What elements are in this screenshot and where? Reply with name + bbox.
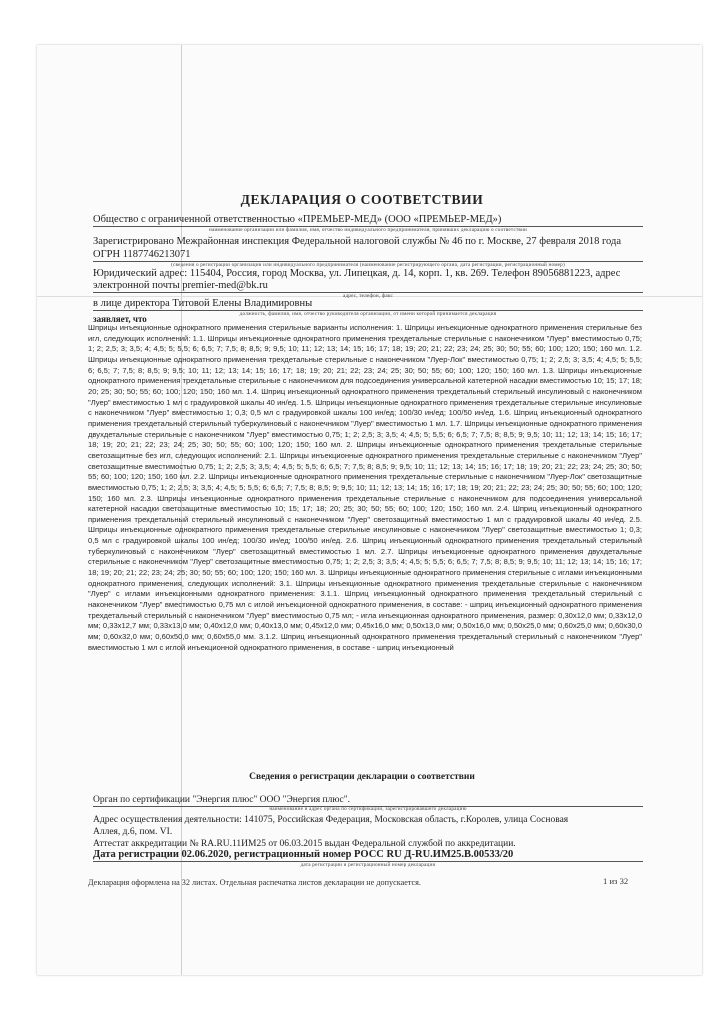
person-caption: должность, фамилия, имя, отчество руководителя организации, от имени которой принимается декларация [239,311,497,317]
certification-organ-caption: наименование и адрес органа по сертификации, зарегистрировавшего декларацию [269,806,467,812]
certification-organ: Орган по сертификации "Энергия плюс" ООО "Энергия плюс". [93,794,643,807]
footer-note: Декларация оформлена на 32 листах. Отдельная распечатка листов декларации не допускается. [88,878,421,887]
organ-address-line-1: Адрес осуществления деятельности: 141075, Российская Федерация, Московская область, г.Королев, улица Сосновая [93,815,569,825]
registration-line-1: Зарегистрировано Межрайонная инспекция Федеральной налоговой службы № 46 по г. Москве, 27 февраля 2018 года [93,236,621,247]
address-caption: адрес, телефон, факс [342,293,394,299]
address-line-1: Юридический адрес: 115404, Россия, город Москва, ул. Липецкая, д. 14, корп. 1, кв. 269. Телефон 89056881223, адрес [93,268,621,279]
declares-label: заявляет, что [93,314,147,324]
accreditation-line: Аттестат аккредитации № RA.RU.11ИМ25 от 06.03.2015 выдан Федеральной службой по аккредитации. [93,839,516,849]
applicant-name-caption: наименование организации или фамилия, имя, отчество индивидуального предпринимателя, принявших декларацию о соответствии [208,227,528,233]
applicant-name: Общество с ограниченной ответственностью «ПРЕМЬЕР-МЕД» (ООО «ПРЕМЬЕР-МЕД») [93,214,643,227]
page-number: 1 из 32 [603,876,629,886]
registration-date-caption: дата регистрации и регистрационный номер декларации [300,862,436,868]
registration-line-2: ОГРН 1187746213071 [93,249,643,262]
products-description [88,323,642,653]
person-line: в лице директора Титовой Елены Владимировны [93,298,643,311]
organ-address-line-2: Аллея, д.6, пом. VI. [93,827,173,837]
registration-date-number: Дата регистрации 02.06.2020, регистрационный номер РОСС RU Д-RU.ИМ25.В.00533/20 [93,849,643,862]
page-title: ДЕКЛАРАЦИЯ О СООТВЕТСТВИИ [240,192,484,207]
registration-caption: (сведения о регистрации организации или индивидуального предпринимателя (наименование регистрирующего органа, дата регистрации, регистрационный номер) [171,262,565,268]
products-text: Шприцы инъекционные однократного применения стерильные варианты исполнения: 1. Шприцы инъекционные однократного применения стерильные без игл, следующих исполнений: 1.1. Шприцы инъекционные однократного применения трехдетальные стерильные с наконечником "Луер" вместимостью 0,75; 1; 2; 2,5; 3; 3,5; 4; 4,5; 5; 5,5; 6; 6,5; 7; 7,5; 8; 8,5; 9; 9,5; 10; 11; 12; 13; 14; 15; 16; 17; 18; 19; 20; 21; 22; 23; 24; 25; 30; 50; 55; 60; 100; 120; 150; 160 мл. 1.2. Шприцы инъекционные однократного применения трехдетальные стерильные с наконечником "Луер-Лок" вместимостью 0,75; 1; 2; 2,5; 3; 3,5; 4; 4,5; 5; 5,5; 6; 6,5; 7; 7,5; 8; 8,5; 9; 9,5; 10; 11; 12; 13; 14; 15; 16; 17; 18; 19; 20; 21; 22; 23; 24; 25; 30; 50; 55; 60; 100; 120; 150; 160 мл. 1.3. Шприцы инъекционные однократного применения трехдетальные стерильные с наконечником для подсоединения универсальной катетерной насадки вместимостью 10; 15; 17; 18; 20; 25; 30; 50; 55; 60; 100; 120; 150; 160 мл. 1.4. Шприц инъекционный однократного применения трехдетальный стерильный инсулиновый с наконечником "Луер" вместимостью 1 мл с градуировкой шкалы 40 ин/ед. 1.5. Шприцы инъекционные однократного применения трехдетальные стерильные инсулиновые с наконечником "Луер" вместимостью 1; 0,3; 0,5 мл с градуировкой шкалы 100 ин/ед; 100/30 ин/ед; 100/50 ин/ед. 1.6. Шприц инъекционный однократного применения трехдетальный стерильный туберкулиновый с наконечником "Луер" вместимостью 1 мл. 1.7. Шприцы инъекционные однократного применения двухдетальные стерильные с наконечником "Луер" вместимостью 0,75; 1; 2; 2,5; 3; 3,5; 4; 4,5; 5; 5,5; 6; 6,5; 7; 7,5; 8; 8,5; 9; 9,5; 10; 11; 12; 13; 14; 15; 16; 17; 18; 19; 20; 21; 22; 23; 24; 25; 30; 50; 55; 60; 100; 120; 150; 160 мл. 2. Шприцы инъекционные однократного применения трехдетальные стерильные светозащитные без игл, следующих исполнений: 2.1. Шприцы инъекционные однократного применения трехдетальные стерильные с наконечником "Луер" светозащитные вместимостью 0,75; 1; 2; 2,5; 3; 3,5; 4; 4,5; 5; 5,5; 6; 6,5; 7; 7,5; 8; 8,5; 9; 9,5; 10; 11; 12; 13; 14; 15; 16; 17; 18; 19; 20; 21; 22; 23; 24; 25; 30; 50; 55; 60; 100; 120; 150; 160 мл. 2.2. Шприцы инъекционные однократного применения трехдетальные стерильные с наконечником "Луер-Лок" светозащитные вместимостью 0,75; 1; 2; 2,5; 3; 3,5; 4; 4,5; 5; 5,5; 6; 6,5; 7; 7,5; 8; 8,5; 9; 9,5; 10; 11; 12; 13; 14; 15; 16; 17; 18; 19; 20; 21; 22; 23; 24; 25; 30; 50; 55; 60; 100; 120; 150; 160 мл. 2.3. Шприцы инъекционные однократного применения трехдетальные стерильные с наконечником для подсоединения универсальной катетерной насадки светозащитные вместимостью 10; 15; 17; 18; 20; 25; 30; 50; 55; 60; 100; 120; 150; 160 мл. 2.4. Шприц инъекционный однократного применения трехдетальный стерильный инсулиновый с наконечником "Луер" светозащитный вместимостью 1 мл с градуировкой шкалы 40 ин/ед. 2.5. Шприцы инъекционные однократного применения трехдетальные стерильные инсулиновые с наконечником "Луер" светозащитные вместимостью 1; 0,3; 0,5 мл с градуировкой шкалы 100 ин/ед; 100/30 ин/ед; 100/50 ин/ед. 2.6. Шприц инъекционный однократного применения трехдетальный стерильный туберкулиновый с наконечником "Луер" светозащитный вместимостью 1 мл. 2.7. Шприцы инъекционные однократного применения двухдетальные стерильные с наконечником "Луер" светозащитные вместимостью 0,75; 1; 2; 2,5; 3; 3,5; 4; 4,5; 5; 5,5; 6; 6,5; 7; 7,5; 8; 8,5; 9; 9,5; 10; 11; 12; 13; 14; 15; 16; 17; 18; 19; 20; 21; 22; 23; 24; 25; 30; 50; 55; 60; 100; 120; 150; 160 мл. 3. Шприцы инъекционные однократного применения стерильные с иглами инъекционными однократного применения, следующих исполнений: 3.1. Шприцы инъекционные однократного применения трехдетальные стерильные с наконечником "Луер" с иглами инъекционными однократного применения: 3.1.1. Шприц инъекционный однократного применения трехдетальный стерильный с наконечником "Луер" вместимостью 0,75 мл с иглой инъекционной однократного применения, в составе: - шприц инъекционный однократного применения трехдетальный стерильный с наконечником "Луер" вместимостью 0,75 мл; - игла инъекционная однократного применения, размер: 0,30х12,0 мм; 0,33х12,0 мм; 0,33х12,7 мм; 0,33х13,0 мм; 0,40х12,0 мм; 0,40х13,0 мм; 0,45х12,0 мм; 0,45х16,0 мм; 0,50х13,0 мм; 0,50х16,0 мм; 0,50х25,0 мм; 0,60х25,0 мм; 0,60х30,0 мм; 0,60х32,0 мм; 0,60х50,0 мм; 0,60х55,0 мм. 3.1.2. Шприц инъекционный однократного применения трехдетальный стерильный с наконечником "Луер" вместимостью 1 мл с иглой инъекционной однократного применения, в составе - шприц инъекционный [88,323,642,652]
address-line-2: электронной почты premier-med@bk.ru [93,280,643,293]
registration-section-title: Сведения о регистрации декларации о соответствии [249,772,475,782]
